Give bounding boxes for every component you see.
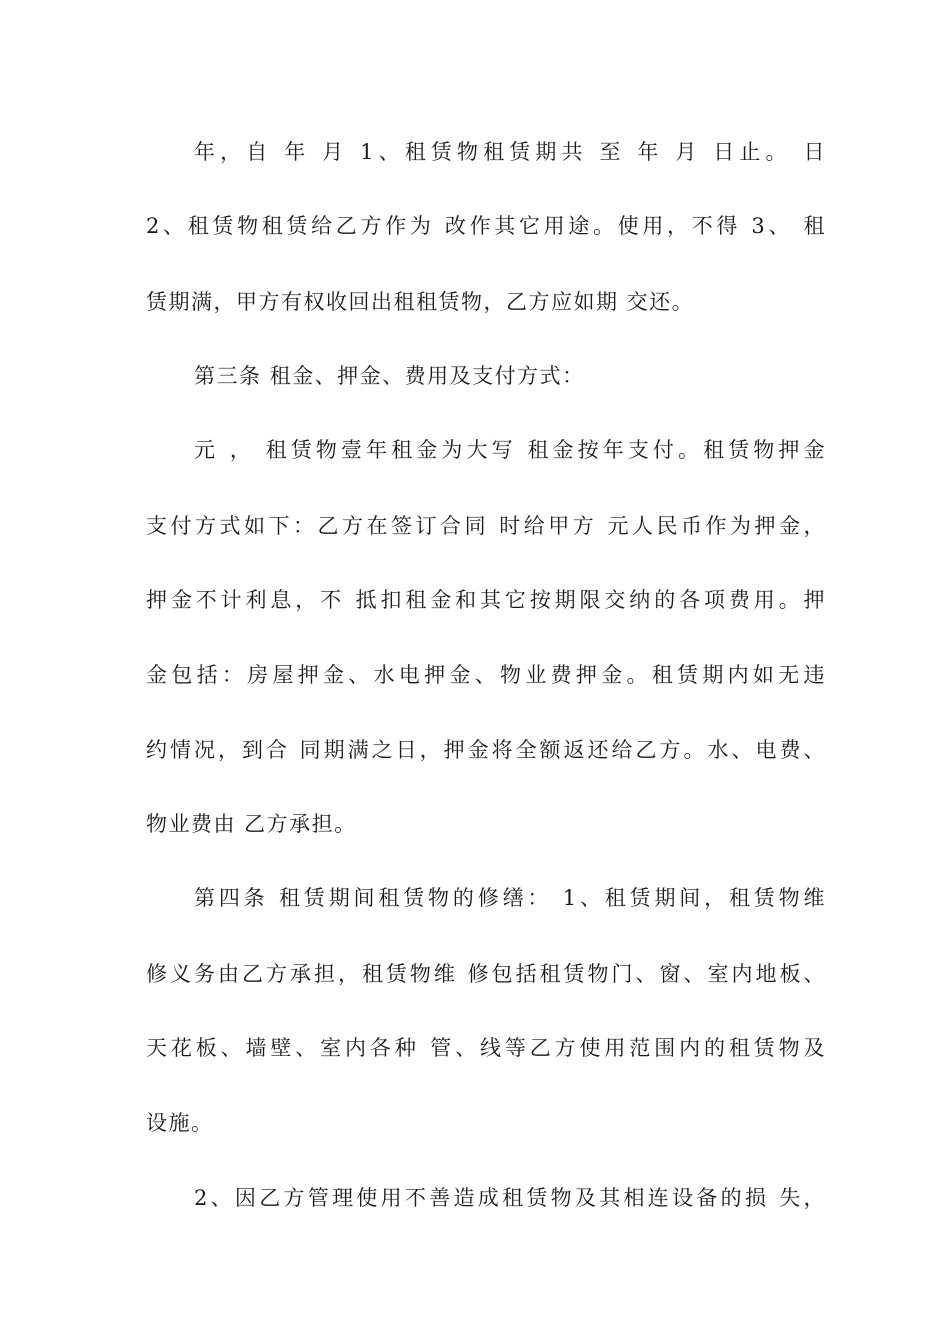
section-heading: 第三条 租金、押金、费用及支付方式： [194, 364, 585, 388]
text-line: 物业费由 乙方承担。 [146, 812, 357, 836]
text-line: 赁期满，甲方有权收回出租租赁物，乙方应如期 交还。 [146, 290, 695, 314]
text-line: 约情况，到合 同期满之日，押金将全额返还给乙方。水、电费、 [146, 738, 826, 762]
text-line: 元 ， 租赁物壹年租金为大写 租金按年支付。租赁物押金 [194, 438, 826, 462]
text-line: 押金不计利息，不 抵扣租金和其它按期限交纳的各项费用。押 [146, 588, 826, 612]
text-line: 2、租赁物租赁给乙方作为 改作其它用途。使用，不得 3、 租 [146, 214, 826, 238]
text-line: 金包括：房屋押金、水电押金、物业费押金。租赁期内如无违 [146, 663, 826, 687]
section-heading: 第四条 租赁期间租赁物的修缮： 1、租赁期间，租赁物维 [194, 886, 826, 910]
text-line: 年，自 年 月 1、租赁物租赁期共 至 年 月 日止。 日 [194, 140, 826, 164]
text-line: 修义务由乙方承担，租赁物维 修包括租赁物门、窗、室内地板、 [146, 962, 826, 986]
text-line: 天花板、墙壁、室内各种 管、线等乙方使用范围内的租赁物及 [146, 1036, 826, 1060]
text-line: 设施。 [146, 1111, 214, 1135]
text-line: 2、因乙方管理使用不善造成租赁物及其相连设备的损 失， [194, 1186, 826, 1210]
text-line: 支付方式如下：乙方在签订合同 时给甲方 元人民币作为押金， [146, 514, 826, 538]
